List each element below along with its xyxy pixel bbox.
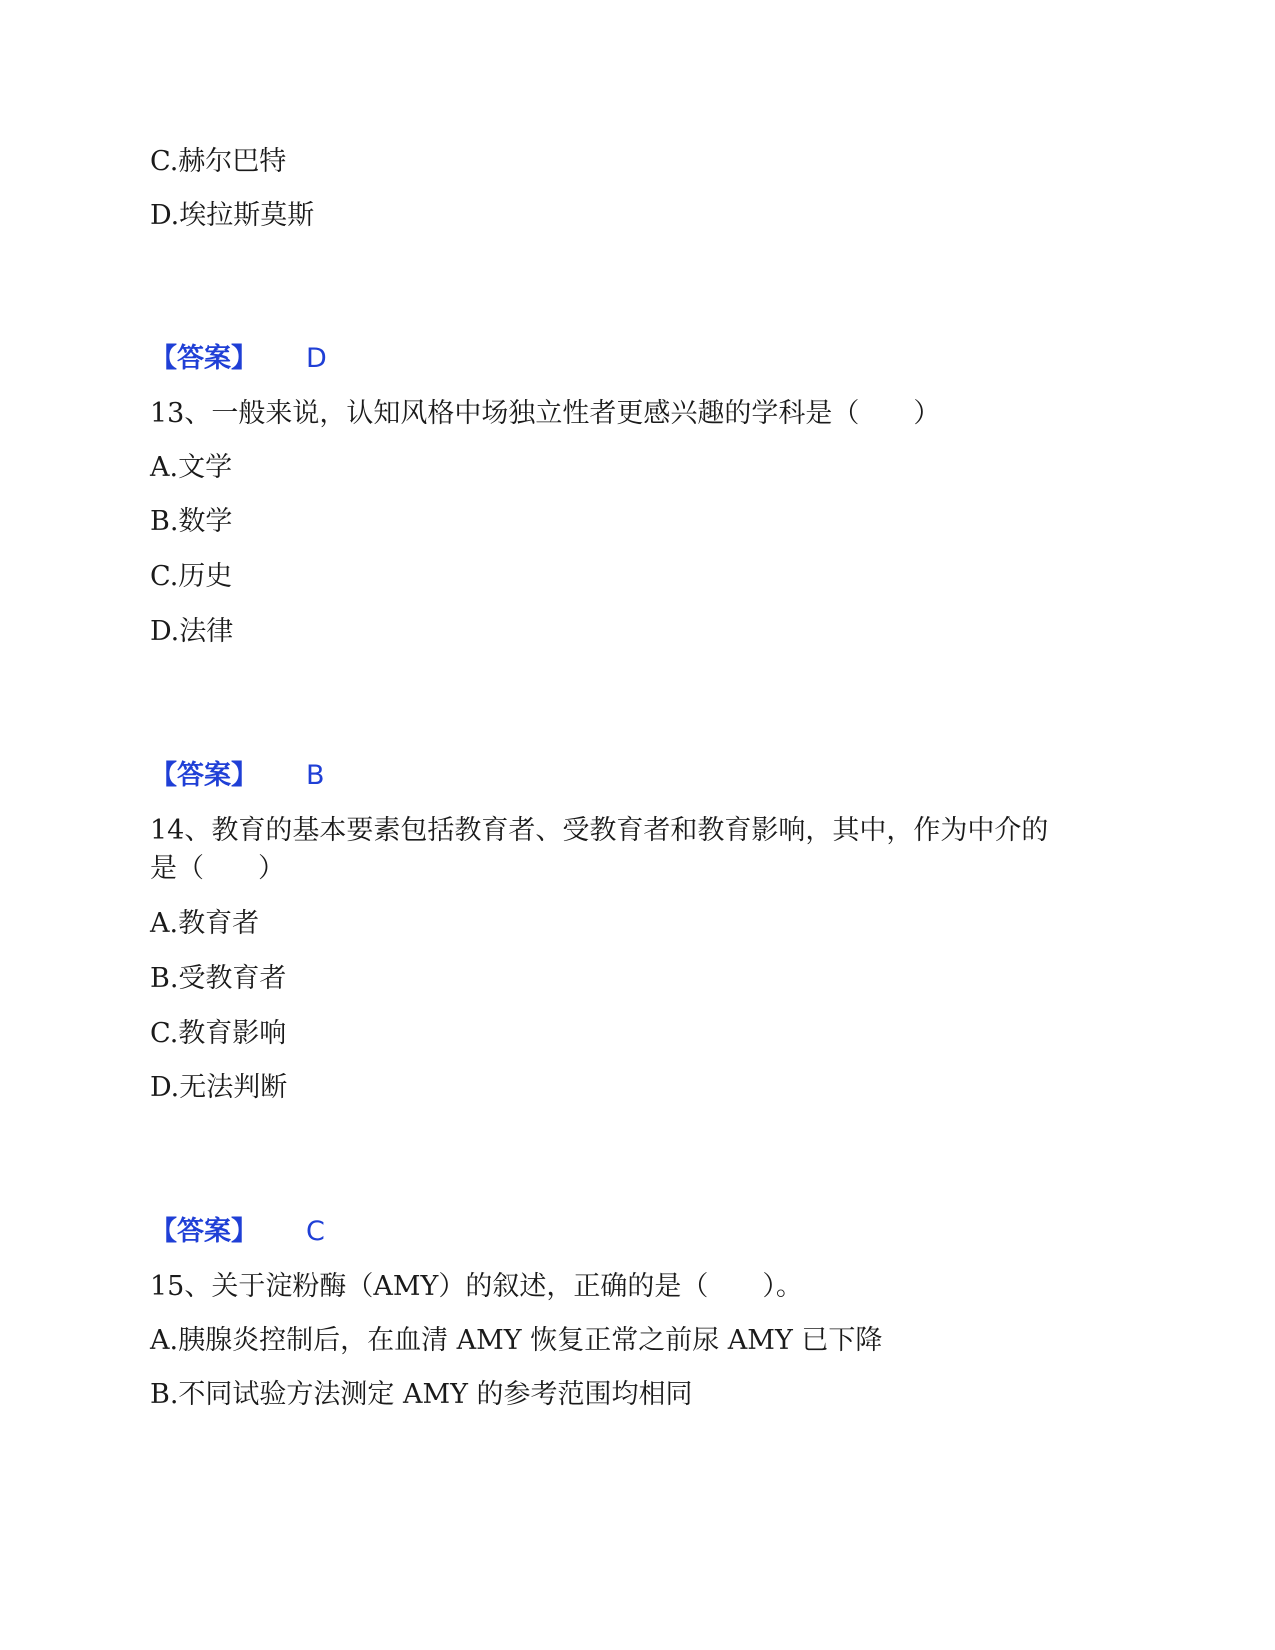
q12-option-c: C.赫尔巴特 — [150, 146, 287, 177]
answer-value: D — [306, 343, 327, 374]
q15-option-a: A.胰腺炎控制后，在血清 AMY 恢复正常之前尿 AMY 已下降 — [150, 1325, 883, 1356]
answer-value: B — [306, 760, 325, 791]
q14-answer — [150, 1216, 325, 1248]
q13-option-c: C.历史 — [150, 561, 233, 592]
q14-stem-line2: 是（ ） — [150, 853, 285, 884]
q15-stem: 15、关于淀粉酶（AMY）的叙述，正确的是（ ）。 — [150, 1271, 803, 1302]
q13-answer — [150, 760, 325, 792]
q13-option-d: D.法律 — [150, 616, 234, 647]
q14-option-d: D.无法判断 — [150, 1072, 288, 1103]
q14-option-c: C.教育影响 — [150, 1018, 287, 1049]
q14-stem-line1: 14、教育的基本要素包括教育者、受教育者和教育影响，其中，作为中介的 — [150, 815, 1049, 846]
q12-answer — [150, 343, 327, 375]
q13-option-a: A.文学 — [150, 452, 233, 483]
q12-option-d: D.埃拉斯莫斯 — [150, 200, 315, 231]
q13-stem: 13、一般来说，认知风格中场独立性者更感兴趣的学科是（ ） — [150, 398, 941, 429]
answer-label: 【答案】 — [150, 760, 258, 791]
answer-label: 【答案】 — [150, 1216, 258, 1247]
q14-option-a: A.教育者 — [150, 908, 260, 939]
answer-value: C — [306, 1216, 325, 1247]
answer-label: 【答案】 — [150, 343, 258, 374]
q14-option-b: B.受教育者 — [150, 963, 287, 994]
q15-option-b: B.不同试验方法测定 AMY 的参考范围均相同 — [150, 1379, 693, 1410]
q13-option-b: B.数学 — [150, 506, 233, 537]
